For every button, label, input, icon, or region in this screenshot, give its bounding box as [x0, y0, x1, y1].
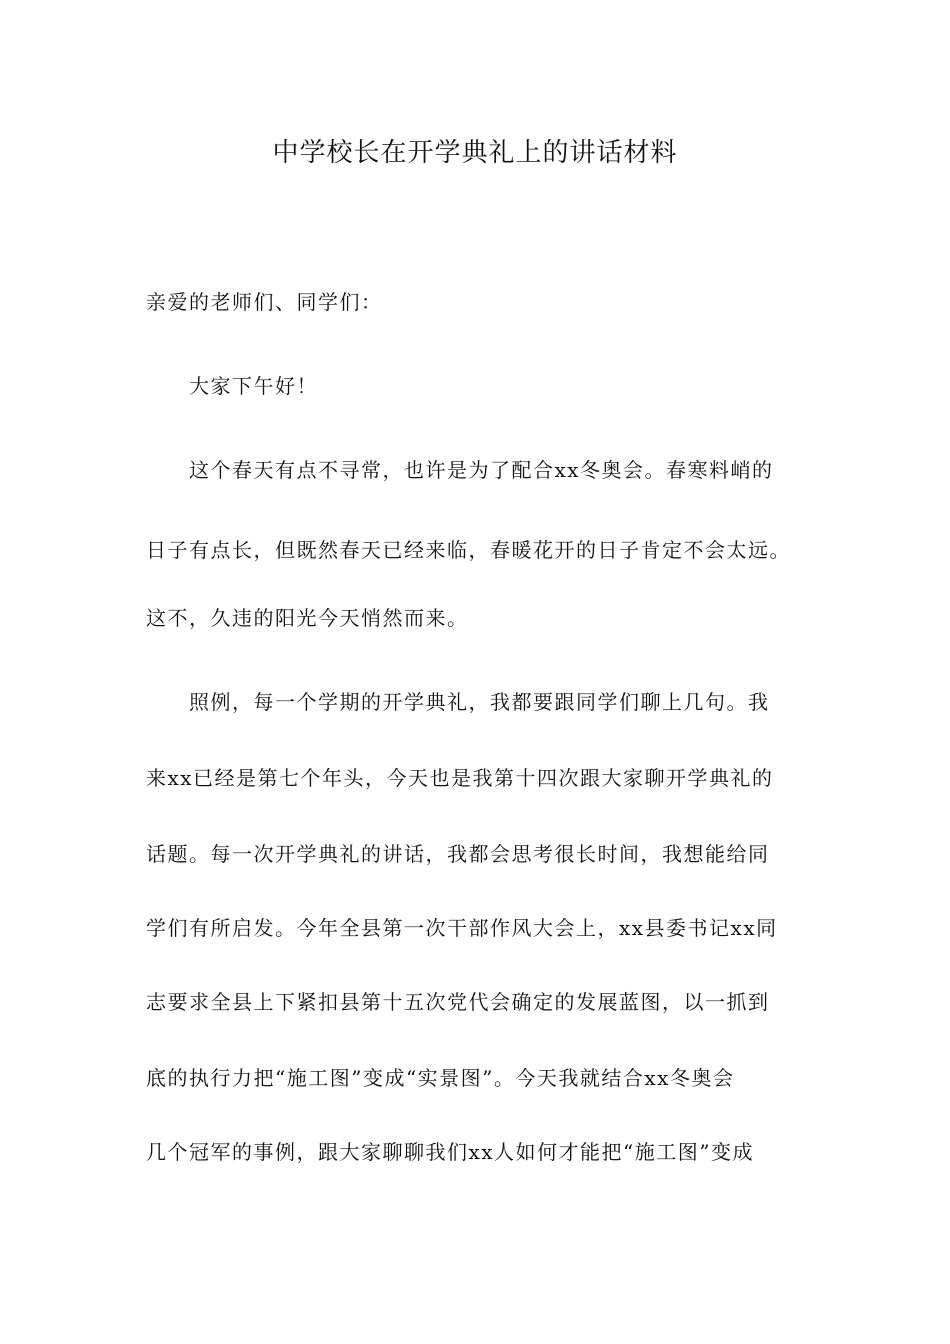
paragraph-line: 来xx已经是第七个年头，今天也是我第十四次跟大家聊开学典礼的	[146, 766, 774, 790]
paragraph-line: 话题。每一次开学典礼的讲话，我都会思考很长时间，我想能给同	[146, 842, 770, 866]
paragraph-line: 这不，久违的阳光今天悄然而来。	[146, 606, 469, 630]
paragraph-line: 日子有点长，但既然春天已经来临，春暖花开的日子肯定不会太远。	[146, 538, 791, 562]
paragraph-line: 志要求全县上下紧扣县第十五次党代会确定的发展蓝图，以一抓到	[146, 990, 770, 1014]
paragraph-line: 照例，每一个学期的开学典礼，我都要跟同学们聊上几句。我	[189, 690, 770, 714]
document-title: 中学校长在开学典礼上的讲话材料	[272, 138, 678, 168]
paragraph-line: 学们有所启发。今年全县第一次干部作风大会上，xx县委书记xx同	[146, 916, 778, 940]
paragraph-line: 几个冠军的事例，跟大家聊聊我们xx人如何才能把“施工图”变成	[146, 1140, 755, 1164]
salutation-line: 亲爱的老师们、同学们：	[146, 290, 383, 314]
paragraph-line: 这个春天有点不寻常，也许是为了配合xx冬奥会。春寒料峭的	[189, 458, 774, 482]
paragraph-line: 底的执行力把“施工图”变成“实景图”。今天我就结合xx冬奥会	[146, 1066, 735, 1090]
greeting-line: 大家下午好！	[189, 374, 318, 398]
